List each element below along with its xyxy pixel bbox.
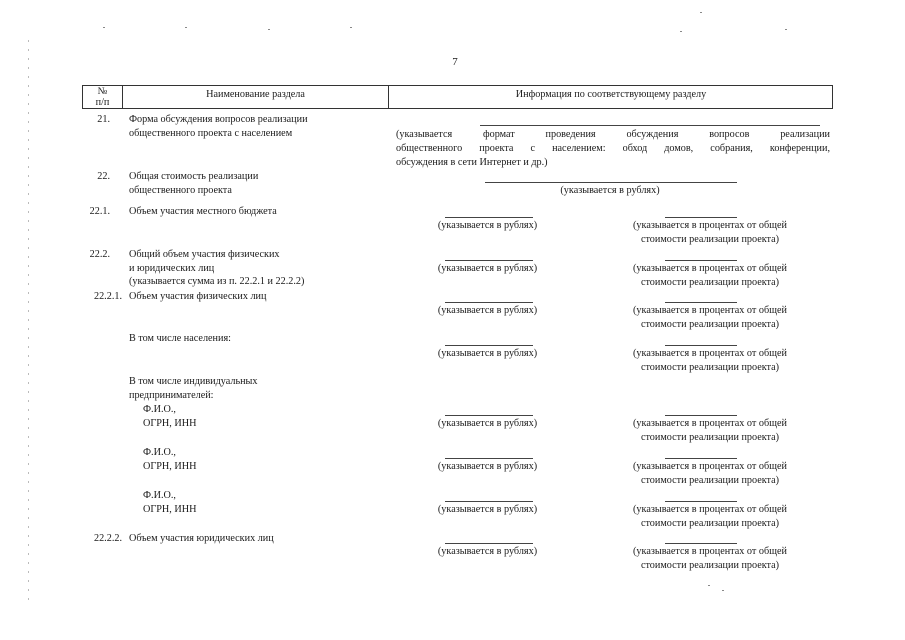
percent-caption: [605, 545, 815, 572]
row-name-line: предпринимателей:: [129, 389, 214, 401]
blank-line: [665, 217, 737, 218]
row-number: 22.1.: [89, 206, 110, 217]
percent-caption: [605, 219, 815, 246]
row-number: 22.: [97, 171, 110, 182]
row-name-line: Объем участия юридических лиц: [129, 533, 274, 544]
page-number: 7: [452, 56, 458, 68]
blank-line: [485, 182, 737, 183]
row-name: [129, 205, 277, 219]
percent-caption-line: (указывается в процентах от общей: [633, 418, 787, 429]
blank-line: [445, 415, 533, 416]
percent-caption-line: (указывается в процентах от общей: [633, 461, 787, 472]
percent-caption-line: (указывается в процентах от общей: [633, 546, 787, 557]
percent-caption-line: стоимости реализации проекта): [640, 517, 780, 529]
entrepreneur-ogrn-label: ОГРН, ИНН: [143, 503, 197, 515]
blank-line: [445, 458, 533, 459]
blank-line: [445, 543, 533, 544]
percent-caption: [605, 304, 815, 331]
row-name: [129, 248, 304, 289]
row-name: [129, 532, 274, 546]
percent-caption-line: стоимости реализации проекта): [640, 431, 780, 443]
rubles-caption: (указывается в рублях): [437, 546, 538, 557]
row-name: [129, 332, 231, 346]
scan-speck: [680, 31, 682, 32]
row-name-line: Общий объем участия физических: [129, 249, 280, 260]
row-info-line: (указывается формат проведения обсуждения вопросов реализации: [396, 129, 830, 140]
rubles-caption: (указывается в рублях): [437, 263, 538, 274]
rubles-caption: (указывается в рублях): [437, 305, 538, 316]
percent-caption: [605, 347, 815, 374]
blank-line: [665, 458, 737, 459]
rubles-caption: (указывается в рублях): [437, 461, 538, 472]
percent-caption: [605, 262, 815, 289]
blank-line: [445, 345, 533, 346]
scan-speck: [103, 27, 105, 28]
row-name-line: Общая стоимость реализации: [129, 171, 259, 182]
scan-speck: [700, 12, 702, 13]
row-name-line: (указывается сумма из п. 22.2.1 и 22.2.2): [129, 276, 305, 287]
percent-caption-line: (указывается в процентах от общей: [633, 348, 787, 359]
row-name: [129, 290, 266, 304]
blank-line: [445, 501, 533, 502]
percent-caption-line: стоимости реализации проекта): [640, 318, 780, 330]
header-name-column: Наименование раздела: [206, 89, 305, 100]
blank-line: [665, 543, 737, 544]
percent-caption: [605, 417, 815, 444]
percent-caption-line: (указывается в процентах от общей: [633, 263, 787, 274]
blank-line: [445, 302, 533, 303]
percent-caption-line: стоимости реализации проекта): [640, 233, 780, 245]
rubles-caption: (указывается в рублях): [437, 418, 538, 429]
row-name-line: Форма обсуждения вопросов реализации: [129, 114, 308, 125]
blank-line: [445, 217, 533, 218]
entrepreneur-entry: [143, 403, 196, 430]
row-name: [129, 170, 258, 197]
header-number-label: №: [97, 86, 108, 97]
row-name-line: общественного проекта: [129, 184, 232, 196]
entrepreneur-entry: [143, 446, 196, 473]
entrepreneur-fio-label: Ф.И.О.,: [143, 490, 176, 501]
blank-line: [665, 260, 737, 261]
row-name-line: Объем участия физических лиц: [129, 291, 267, 302]
blank-line: [665, 501, 737, 502]
blank-line: [665, 302, 737, 303]
rubles-caption: (указывается в рублях): [437, 348, 538, 359]
row-name-line: В том числе индивидуальных: [129, 376, 258, 387]
field-caption: (указывается в рублях): [560, 185, 660, 196]
percent-caption-line: стоимости реализации проекта): [640, 361, 780, 373]
percent-caption: [605, 503, 815, 530]
header-number-column: [83, 86, 122, 108]
entrepreneur-fio-label: Ф.И.О.,: [143, 404, 176, 415]
row-name-line: и юридических лиц: [129, 262, 215, 274]
entrepreneur-entry: [143, 489, 196, 516]
rubles-caption: (указывается в рублях): [437, 504, 538, 515]
row-number: 22.2.2.: [93, 533, 122, 544]
scan-speck: [722, 590, 724, 591]
percent-caption-line: (указывается в процентах от общей: [633, 504, 787, 515]
scan-speck: [708, 585, 710, 586]
percent-caption-line: (указывается в процентах от общей: [633, 305, 787, 316]
entrepreneur-ogrn-label: ОГРН, ИНН: [143, 460, 197, 472]
blank-line: [665, 345, 737, 346]
scan-left-edge: [28, 40, 29, 600]
scan-speck: [185, 27, 187, 28]
scan-speck: [268, 29, 270, 30]
row-name-line: В том числе населения:: [129, 333, 231, 344]
row-info-line: общественного проекта с населением: обход домов, собрания, конференции,: [396, 143, 830, 154]
percent-caption-line: стоимости реализации проекта): [640, 559, 780, 571]
row-name: [129, 375, 257, 402]
row-name: [129, 113, 308, 140]
rubles-caption: (указывается в рублях): [437, 220, 538, 231]
percent-caption: [605, 460, 815, 487]
percent-caption-line: стоимости реализации проекта): [640, 474, 780, 486]
row-name-line: Объем участия местного бюджета: [129, 206, 277, 217]
percent-caption-line: стоимости реализации проекта): [640, 276, 780, 288]
header-info-column: Информация по соответствующему разделу: [515, 89, 707, 100]
row-name-line: общественного проекта с населением: [129, 127, 293, 139]
blank-line: [665, 415, 737, 416]
scan-speck: [785, 29, 787, 30]
entrepreneur-fio-label: Ф.И.О.,: [143, 447, 176, 458]
entrepreneur-ogrn-label: ОГРН, ИНН: [143, 417, 197, 429]
row-info-line: обсуждения в сети Интернет и др.): [396, 157, 548, 168]
header-number-label: п/п: [95, 97, 110, 108]
row-number: 22.2.1.: [93, 291, 122, 302]
percent-caption-line: (указывается в процентах от общей: [633, 220, 787, 231]
row-number: 21.: [97, 114, 110, 125]
row-number: 22.2.: [89, 249, 110, 260]
scan-speck: [350, 27, 352, 28]
blank-line: [480, 125, 820, 126]
blank-line: [445, 260, 533, 261]
